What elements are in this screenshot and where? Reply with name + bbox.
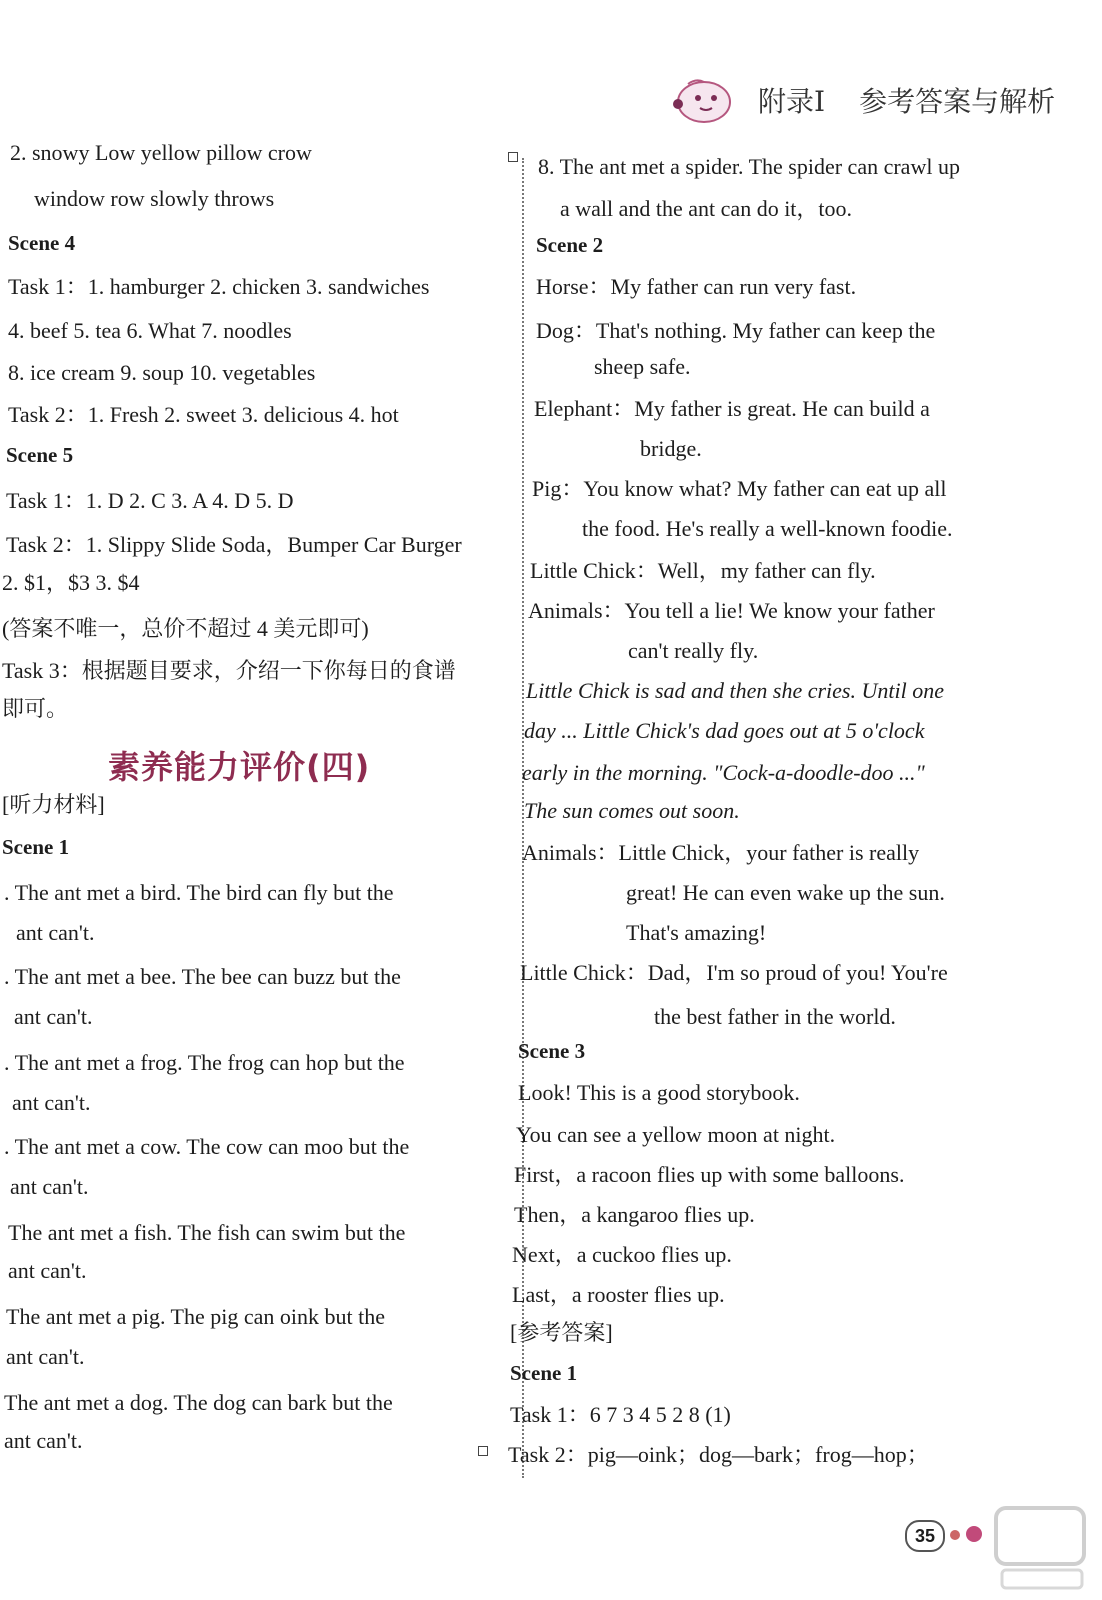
text-line: the food. He's really a well-known foodie. xyxy=(582,516,953,541)
text-line: The ant met a dog. The dog can bark but the xyxy=(4,1390,393,1415)
text-line: Task 1：6 7 3 4 5 2 8 (1) xyxy=(510,1402,731,1427)
text-line: sheep safe. xyxy=(594,354,691,379)
text-line: ant can't. xyxy=(8,1258,87,1283)
header-title: 参考答案与解析 xyxy=(859,87,1056,118)
text-line: Animals：You tell a lie! We know your father xyxy=(528,598,935,623)
text-line: The sun comes out soon. xyxy=(524,798,740,823)
text-line: [听力材料] xyxy=(2,792,105,817)
decor-dot xyxy=(950,1530,960,1540)
text-line: Little Chick is sad and then she cries. Until one xyxy=(526,678,944,703)
divider-marker-bottom xyxy=(478,1446,488,1456)
text-line: ant can't. xyxy=(14,1004,93,1029)
text-line: Next，a cuckoo flies up. xyxy=(512,1242,732,1267)
text-line: ant can't. xyxy=(4,1428,83,1453)
text-line: . The ant met a frog. The frog can hop but the xyxy=(4,1050,405,1075)
text-line: 2. $1，$3 3. $4 xyxy=(2,570,140,595)
page-number: 35 xyxy=(905,1520,945,1552)
text-line: (答案不唯一，总价不超过 4 美元即可) xyxy=(2,616,369,641)
scene-heading: Scene 2 xyxy=(536,233,604,257)
text-line: Horse：My father can run very fast. xyxy=(536,274,857,299)
text-line: . The ant met a bird. The bird can fly but the xyxy=(4,880,394,905)
text-line: . The ant met a bee. The bee can buzz but the xyxy=(4,964,401,989)
text-line: Pig：You know what? My father can eat up all xyxy=(532,476,947,501)
text-line: Little Chick：Dad，I'm so proud of you! You're xyxy=(520,960,948,985)
text-line: Look! This is a good storybook. xyxy=(518,1080,800,1105)
text-line: bridge. xyxy=(640,436,702,461)
text-line: window row slowly throws xyxy=(34,186,275,211)
text-line: can't really fly. xyxy=(628,638,759,663)
text-line: Dog：That's nothing. My father can keep the xyxy=(536,318,936,343)
scene-heading: Scene 1 xyxy=(2,835,70,859)
text-line: Task 2：pig—oink；dog—bark；frog—hop； xyxy=(508,1442,929,1467)
text-line: That's amazing! xyxy=(626,920,767,945)
text-line: Elephant：My father is great. He can build a xyxy=(534,396,930,421)
scene-heading: Scene 4 xyxy=(8,231,76,255)
text-line: The ant met a pig. The pig can oink but the xyxy=(6,1304,385,1329)
section-title: 素养能力评价(四) xyxy=(108,748,371,786)
scene-heading: Scene 3 xyxy=(518,1039,586,1063)
text-line: day ... Little Chick's dad goes out at 5 o'clock xyxy=(524,718,925,743)
page-header xyxy=(670,70,1070,130)
text-line: Task 1：1. hamburger 2. chicken 3. sandwiches xyxy=(8,274,430,299)
text-line: Task 2：1. Slippy Slide Soda，Bumper Car Burger xyxy=(6,532,462,557)
text-line: . The ant met a cow. The cow can moo but the xyxy=(4,1134,410,1159)
text-line: Last，a rooster flies up. xyxy=(512,1282,725,1307)
site-watermark-icon xyxy=(990,1500,1090,1596)
divider-marker-top xyxy=(508,152,518,162)
text-line: early in the morning. "Cock-a-doodle-doo ..." xyxy=(522,760,925,785)
text-line: 即可。 xyxy=(2,696,69,721)
text-line: great! He can even wake up the sun. xyxy=(626,880,945,905)
text-line: ant can't. xyxy=(6,1344,85,1369)
scene-heading: Scene 5 xyxy=(6,443,74,467)
text-line: Task 1：1. D 2. C 3. A 4. D 5. D xyxy=(6,488,294,513)
text-line: ant can't. xyxy=(10,1174,89,1199)
text-line: ant can't. xyxy=(12,1090,91,1115)
text-line: [参考答案] xyxy=(510,1320,613,1345)
cartoon-mascot-icon xyxy=(670,76,732,124)
header-text xyxy=(758,80,1089,120)
text-line: a wall and the ant can do it，too. xyxy=(560,196,853,221)
text-line: You can see a yellow moon at night. xyxy=(516,1122,836,1147)
appendix-label: 附录Ⅰ xyxy=(758,87,826,118)
text-line: 8. The ant met a spider. The spider can crawl up xyxy=(538,154,960,179)
text-line: ant can't. xyxy=(16,920,95,945)
text-line: Task 2：1. Fresh 2. sweet 3. delicious 4. hot xyxy=(8,402,399,427)
text-line: 2. snowy Low yellow pillow crow xyxy=(10,140,312,165)
text-line: the best father in the world. xyxy=(654,1004,896,1029)
text-line: Task 3：根据题目要求，介绍一下你每日的食谱 xyxy=(2,658,456,683)
scene-heading: Scene 1 xyxy=(510,1361,578,1385)
text-line: The ant met a fish. The fish can swim but the xyxy=(8,1220,406,1245)
decor-dot xyxy=(966,1526,982,1542)
text-line: Animals：Little Chick，your father is really xyxy=(522,840,920,865)
text-line: 4. beef 5. tea 6. What 7. noodles xyxy=(8,318,292,343)
text-line: First，a racoon flies up with some balloons. xyxy=(514,1162,905,1187)
text-line: Little Chick：Well，my father can fly. xyxy=(530,558,876,583)
text-line: 8. ice cream 9. soup 10. vegetables xyxy=(8,360,316,385)
text-line: Then，a kangaroo flies up. xyxy=(514,1202,755,1227)
